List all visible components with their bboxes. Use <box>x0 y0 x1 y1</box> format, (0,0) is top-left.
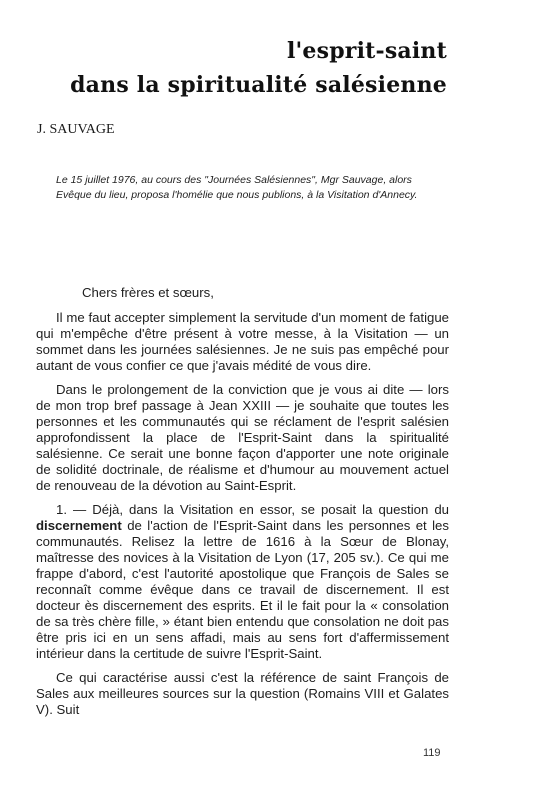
paragraph-3-lead: 1. — Déjà, dans la Visitation en essor, se posait la question du <box>56 502 449 517</box>
body-text <box>36 285 449 726</box>
paragraph-3-bold-term: discernement <box>36 518 122 533</box>
paragraph-4: Ce qui caractérise aussi c'est la référence de saint François de Sales aux meilleures sources sur la question (Romains VIII et Galates V). Suit <box>36 670 449 717</box>
intro-note <box>56 173 454 203</box>
intro-line-2: Evêque du lieu, proposa l'homélie que nous publions, à la Visitation d'Annecy. <box>56 189 418 201</box>
paragraph-3 <box>36 502 449 662</box>
paragraph-2: Dans le prolongement de la conviction que je vous ai dite — lors de mon trop bref passage à Jean XXIII — je souhaite que toutes les personnes et les communautés qui se réclament de l'esprit salésien approfondissent la place de l'Esprit-Saint dans la spiritualité salésienne. Ce serait une bonne façon d'apporter une note originale de solidité doctrinale, de réalisme et d'humour au mouvement actuel de renouveau de la dévotion au Saint-Esprit. <box>36 382 449 493</box>
greeting: Chers frères et sœurs, <box>82 285 214 300</box>
intro-line-1: Le 15 juillet 1976, au cours des "Journées Salésiennes", Mgr Sauvage, alors <box>56 174 412 186</box>
paragraph-3-rest: de l'action de l'Esprit-Saint dans les personnes et les communautés. Relisez la lettre de 1616 à la Sœur de Blonay, maîtresse des novices à la Visitation de Lyon (17, 205 sv.). Ce qui me frappe d'abord, c'est l'autorité apostolique que François de Sales se reconnaît comme évêque dans ce travail de discernement. Il est docteur ès discernement des esprits. Et il le fait pour la « consolation de sa très chère fille, » étant bien entendu que consolation ne doit pas être pris ici en un sens affadi, mais au sens fort d'affermissement intérieur dans la certitude de suivre l'Esprit-Saint. <box>36 518 449 661</box>
page-number: 119 <box>423 747 441 759</box>
author-name: J. SAUVAGE <box>37 122 115 137</box>
article-title-line-2: dans la spiritualité salésienne <box>70 72 447 98</box>
article-title-line-1: l'esprit-saint <box>286 38 447 64</box>
paragraph-1: Il me faut accepter simplement la servitude d'un moment de fatigue qui m'empêche d'être présent à votre messe, à la Visitation — un sommet dans les journées salésiennes. Je ne suis pas empêché pour autant de vous confier ce que j'avais médité de vous dire. <box>36 310 449 373</box>
